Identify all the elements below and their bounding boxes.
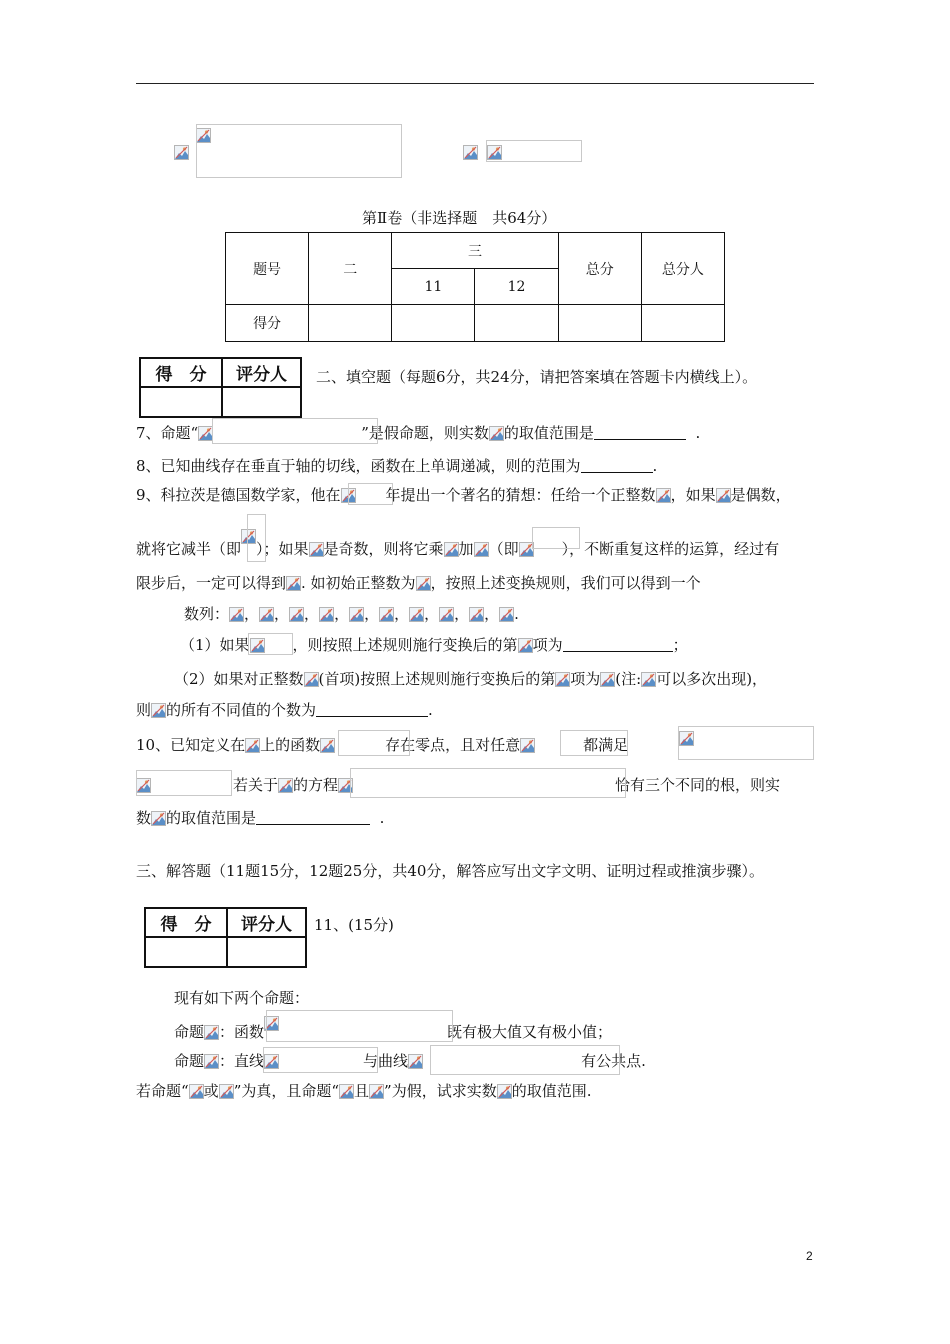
broken-image-icon [499, 607, 514, 622]
broken-image-icon [259, 607, 274, 622]
image-frame [247, 514, 266, 562]
image-frame [678, 726, 814, 760]
question-10-line1: 10、已知定义在 上的函数 存在零点，且对任意 都满足 [136, 736, 629, 754]
broken-image-icon [219, 1084, 234, 1099]
section2-heading: 二、填空题（每题6分，共24分，请把答案填在答题卡内横线上）。 [316, 368, 758, 386]
answer-blank[interactable] [316, 702, 428, 717]
answer-blank[interactable] [563, 637, 673, 652]
question-9-sequence: 数列： ， ， ， ， ， ， ， ， ， . [184, 605, 519, 623]
section-title: 第Ⅱ卷（非选择题 共64分） [362, 209, 557, 227]
broken-image-icon [520, 738, 535, 753]
section3-heading: 三、解答题（11题15分，12题25分，共40分，解答应写出文字文明、证明过程或推演步骤）。 [136, 862, 764, 880]
image-frame [350, 768, 626, 798]
broken-image-icon [641, 672, 656, 687]
score-cell[interactable] [392, 305, 475, 342]
question-9-sub2: （2）如果对正整数 (首项)按照上述规则施行变换后的第 项为 (注: 可以多次出现)， [174, 670, 768, 688]
cell-12: 12 [475, 269, 558, 305]
broken-image-icon [518, 638, 533, 653]
score-table [225, 232, 725, 342]
header-rule [136, 83, 814, 84]
answer-blank[interactable] [256, 810, 370, 825]
image-frame [560, 730, 628, 756]
question-8: 8、已知曲线存在垂直于轴的切线，函数在上单调递减，则的范围为 . [136, 457, 658, 475]
broken-image-icon [319, 607, 334, 622]
image-frame [266, 1010, 453, 1042]
grade-cell[interactable] [145, 937, 227, 967]
broken-image-icon [716, 488, 731, 503]
broken-image-icon [463, 145, 478, 160]
image-frame [338, 730, 410, 756]
question-9-line3: 限步后，一定可以得到 . 如初始正整数为 ，按照上述变换规则，我们可以得到一个 [136, 574, 701, 592]
image-frame [212, 418, 378, 444]
grade-box-pingfenren: 评分人 [227, 908, 306, 937]
score-cell[interactable] [641, 305, 724, 342]
image-frame [486, 140, 582, 162]
broken-image-icon [469, 607, 484, 622]
broken-image-icon [198, 426, 213, 441]
grade-box [139, 357, 302, 418]
grade-cell[interactable] [227, 937, 306, 967]
question-7: 7、命题“ ”是假命题，则实数 的取值范围是 . [136, 424, 701, 442]
q11-intro: 现有如下两个命题： [174, 989, 310, 1007]
cell-san: 三 [392, 233, 558, 269]
cell-score-label: 得分 [226, 305, 309, 342]
broken-image-icon [151, 811, 166, 826]
broken-image-icon [278, 778, 293, 793]
broken-image-icon [379, 607, 394, 622]
broken-image-icon [369, 1084, 384, 1099]
question-9-sub2-cont: 则 的所有不同值的个数为 . [136, 701, 433, 719]
grade-cell[interactable] [222, 387, 301, 417]
grade-box-pingfenren: 评分人 [222, 358, 301, 387]
cell-total: 总分 [558, 233, 641, 305]
broken-image-icon [204, 1025, 219, 1040]
broken-image-icon [349, 607, 364, 622]
image-frame [136, 770, 232, 796]
broken-image-icon [474, 542, 489, 557]
image-frame [348, 483, 393, 505]
answer-blank[interactable] [594, 425, 686, 440]
broken-image-icon [189, 1084, 204, 1099]
broken-image-icon [555, 672, 570, 687]
broken-image-icon [151, 703, 166, 718]
question-10-line2: 若关于 的方程 恰有三个不同的根，则实 [136, 775, 780, 795]
broken-image-icon [174, 145, 189, 160]
image-frame [532, 527, 580, 549]
grade-box-defen: 得 分 [145, 908, 227, 937]
broken-image-icon [408, 1054, 423, 1069]
broken-image-icon [339, 1084, 354, 1099]
broken-image-icon [245, 738, 260, 753]
broken-image-icon [656, 488, 671, 503]
cell-11: 11 [392, 269, 475, 305]
q11-condition: 若命题“ 或 ”为真，且命题“ 且 ”为假，试求实数 的取值范围. [136, 1082, 592, 1100]
score-cell[interactable] [475, 305, 558, 342]
broken-image-icon [304, 672, 319, 687]
question-10-line3: 数 的取值范围是 . [136, 809, 385, 827]
question-11-title: 11、(15分) [314, 916, 394, 934]
broken-image-icon [309, 542, 324, 557]
broken-image-icon [409, 607, 424, 622]
grade-box [144, 907, 307, 968]
broken-image-icon [444, 542, 459, 557]
cell-grader-total: 总分人 [641, 233, 724, 305]
broken-image-icon [489, 426, 504, 441]
broken-image-icon [439, 607, 454, 622]
broken-image-icon [204, 1054, 219, 1069]
image-frame [263, 1047, 378, 1073]
question-9-sub1: （1）如果 ，则按照上述规则施行变换后的第 项为 ； [180, 636, 688, 654]
broken-image-icon [286, 576, 301, 591]
q11-proposition-q: 命题 ：直线 与曲线 有公共点. [174, 1052, 646, 1070]
cell-er: 二 [309, 233, 392, 305]
grade-box-defen: 得 分 [140, 358, 222, 387]
image-frame [248, 633, 293, 655]
score-cell[interactable] [309, 305, 392, 342]
broken-image-icon [600, 672, 615, 687]
cell-tihao: 题号 [226, 233, 309, 305]
broken-image-icon [289, 607, 304, 622]
broken-image-icon [229, 607, 244, 622]
score-cell[interactable] [558, 305, 641, 342]
q11-proposition-p: 命题 ：函数 既有极大值又有极小值； [174, 1016, 612, 1042]
question-9-line2: 就将它减半（即 ）；如果 是奇数，则将它乘 加 （即 ），不断重复这样的运算，经过有 [136, 529, 779, 559]
broken-image-icon [416, 576, 431, 591]
image-frame [196, 124, 402, 178]
broken-image-icon [320, 738, 335, 753]
broken-image-icon [463, 142, 478, 161]
answer-blank[interactable] [581, 458, 653, 473]
grade-cell[interactable] [140, 387, 222, 417]
broken-image-icon [497, 1084, 512, 1099]
broken-image-icon [174, 142, 189, 161]
page-number: 2 [806, 1249, 813, 1263]
question-9-line1: 9、科拉茨是德国数学家，他在 年提出一个著名的猜想：任给一个正整数 ，如果 是偶数， [136, 486, 791, 504]
image-frame [430, 1045, 620, 1075]
